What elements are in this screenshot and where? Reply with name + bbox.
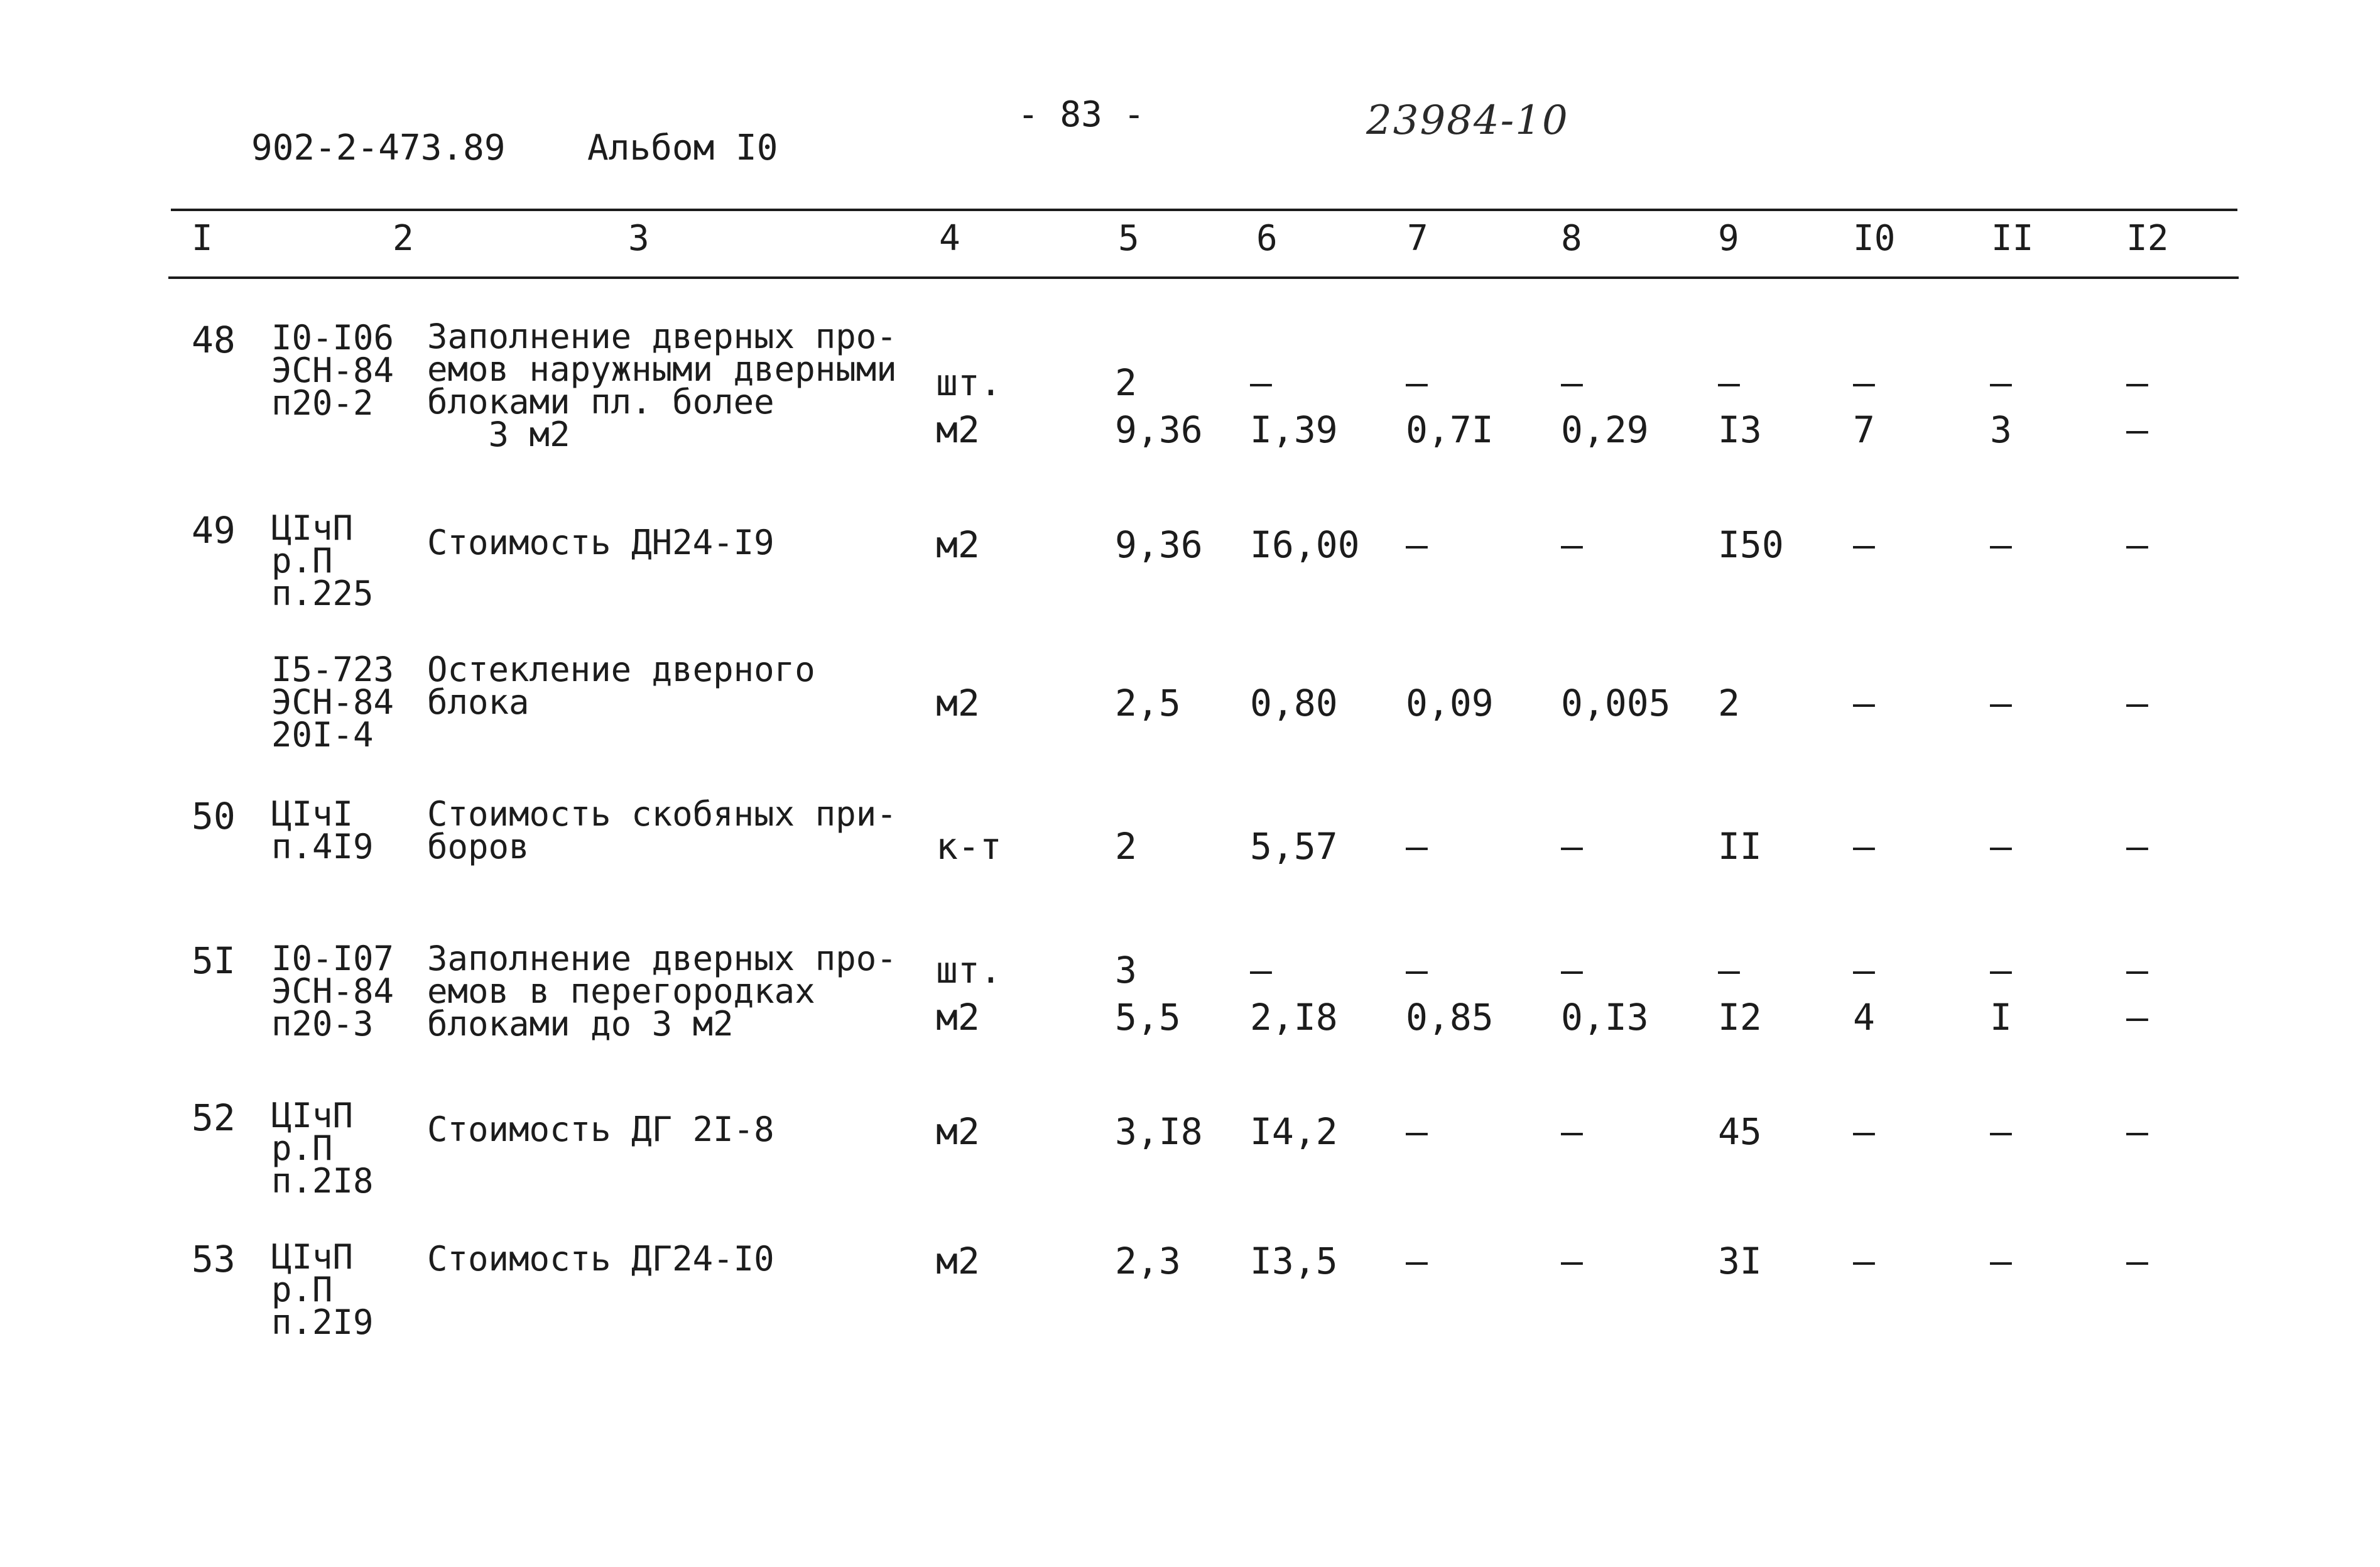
table-top-rule xyxy=(171,209,2237,211)
column-header-9: 9 xyxy=(1718,218,1739,259)
value-col-6: I6,00 xyxy=(1250,523,1360,566)
table-header-bottom-rule xyxy=(168,276,2239,279)
row-number: 50 xyxy=(192,795,236,838)
column-header-11: II xyxy=(1991,218,2034,259)
unit-of-measure: м2 xyxy=(936,682,980,724)
work-description: Стоимость скобяных при- боров xyxy=(427,794,897,866)
value-col-8: 0,005 xyxy=(1561,682,1671,724)
value-col-5: 9,36 xyxy=(1115,523,1203,566)
value-col-11: 3 xyxy=(1990,408,2012,451)
norm-code: ЦIчI п.4I9 xyxy=(271,794,374,866)
value-col-11: I xyxy=(1990,996,2012,1039)
value-col-9: I50 xyxy=(1718,523,1784,566)
unit-of-measure: к-т xyxy=(936,825,1002,868)
value-col-6: 5,57 xyxy=(1250,825,1338,868)
value-col-9: – xyxy=(1718,949,1740,991)
value-col-11: – xyxy=(1990,825,2012,868)
value-col-11: – xyxy=(1990,682,2012,724)
value-col-5: 2,3 xyxy=(1115,1240,1181,1282)
page-number: - 83 - xyxy=(1018,94,1145,135)
value-col-9: – xyxy=(1718,361,1740,404)
row-number: 5I xyxy=(192,939,236,982)
unit-of-measure: шт. xyxy=(936,949,1002,991)
norm-code: ЦIчП р.П п.2I9 xyxy=(271,1237,374,1342)
value-col-8: – xyxy=(1561,523,1583,566)
column-header-5: 5 xyxy=(1118,218,1139,259)
value-col-12: – xyxy=(2126,1110,2148,1153)
value-col-9: 45 xyxy=(1718,1110,1762,1153)
value-col-7: 0,09 xyxy=(1406,682,1494,724)
value-col-12: – xyxy=(2126,949,2148,991)
value-col-12: – xyxy=(2126,361,2148,404)
value-col-6: I,39 xyxy=(1250,408,1338,451)
column-header-12: I2 xyxy=(2126,218,2169,259)
value-col-7: 0,7I xyxy=(1406,408,1494,451)
value-col-6: – xyxy=(1250,361,1272,404)
value-col-10: – xyxy=(1853,1110,1875,1153)
value-col-10: – xyxy=(1853,523,1875,566)
document-code: 902-2-473.89 xyxy=(251,128,506,168)
norm-code: I5-723 ЭСН-84 20I-4 xyxy=(271,650,394,755)
norm-code: I0-I07 ЭСН-84 п20-3 xyxy=(271,939,394,1044)
value-col-12: – xyxy=(2126,996,2148,1039)
value-col-9: I3 xyxy=(1718,408,1762,451)
value-col-8: – xyxy=(1561,1240,1583,1282)
value-col-9: II xyxy=(1718,825,1762,868)
value-col-10: – xyxy=(1853,949,1875,991)
value-col-7: – xyxy=(1406,361,1428,404)
value-col-12: – xyxy=(2126,682,2148,724)
value-col-7: – xyxy=(1406,523,1428,566)
work-description: Стоимость ДГ 2I-8 xyxy=(427,1110,774,1149)
value-col-5: 2 xyxy=(1115,825,1137,868)
value-col-9: 3I xyxy=(1718,1240,1762,1282)
value-col-10: – xyxy=(1853,825,1875,868)
value-col-10: – xyxy=(1853,361,1875,404)
value-col-6: – xyxy=(1250,949,1272,991)
value-col-8: 0,29 xyxy=(1561,408,1649,451)
value-col-12: – xyxy=(2126,825,2148,868)
work-description: Заполнение дверных про- емов в перегородках блоками до 3 м2 xyxy=(427,939,897,1044)
column-header-7: 7 xyxy=(1407,218,1428,259)
value-col-5: 9,36 xyxy=(1115,408,1203,451)
value-col-7: – xyxy=(1406,1110,1428,1153)
value-col-7: – xyxy=(1406,1240,1428,1282)
value-col-10: – xyxy=(1853,1240,1875,1282)
value-col-7: – xyxy=(1406,949,1428,991)
value-col-5: 3 xyxy=(1115,949,1137,991)
column-header-10: I0 xyxy=(1853,218,1896,259)
norm-code: ЦIчП р.П п.2I8 xyxy=(271,1096,374,1201)
value-col-10: 7 xyxy=(1853,408,1875,451)
value-col-8: – xyxy=(1561,949,1583,991)
row-number: 53 xyxy=(192,1238,236,1280)
value-col-5: 5,5 xyxy=(1115,996,1181,1039)
row-number: 48 xyxy=(192,319,236,361)
value-col-6: 2,I8 xyxy=(1250,996,1338,1039)
work-description: Стоимость ДГ24-I0 xyxy=(427,1239,774,1279)
value-col-9: 2 xyxy=(1718,682,1740,724)
value-col-5: 2 xyxy=(1115,361,1137,404)
value-col-5: 3,I8 xyxy=(1115,1110,1203,1153)
row-number: 49 xyxy=(192,509,236,552)
value-col-11: – xyxy=(1990,949,2012,991)
unit-of-measure: шт. xyxy=(936,361,1002,404)
value-col-11: – xyxy=(1990,361,2012,404)
unit-of-measure: м2 xyxy=(936,408,980,451)
value-col-12: – xyxy=(2126,1240,2148,1282)
norm-code: I0-I06 ЭСН-84 п20-2 xyxy=(271,318,394,423)
column-header-4: 4 xyxy=(939,218,960,259)
value-col-6: I4,2 xyxy=(1250,1110,1338,1153)
album-label: Альбом I0 xyxy=(587,128,778,168)
value-col-6: 0,80 xyxy=(1250,682,1338,724)
value-col-10: 4 xyxy=(1853,996,1875,1039)
value-col-7: 0,85 xyxy=(1406,996,1494,1039)
value-col-8: 0,I3 xyxy=(1561,996,1649,1039)
value-col-7: – xyxy=(1406,825,1428,868)
value-col-11: – xyxy=(1990,1110,2012,1153)
work-description: Остекление дверного блока xyxy=(427,650,815,722)
column-header-8: 8 xyxy=(1561,218,1582,259)
row-number: 52 xyxy=(192,1096,236,1139)
unit-of-measure: м2 xyxy=(936,1240,980,1282)
value-col-10: – xyxy=(1853,682,1875,724)
column-header-3: 3 xyxy=(628,218,649,259)
value-col-8: – xyxy=(1561,825,1583,868)
unit-of-measure: м2 xyxy=(936,523,980,566)
work-description: Стоимость ДН24-I9 xyxy=(427,523,774,562)
column-header-2: 2 xyxy=(393,218,414,259)
value-col-8: – xyxy=(1561,1110,1583,1153)
value-col-12: – xyxy=(2126,408,2148,451)
handwritten-inventory-number: 23984-10 xyxy=(1366,97,1569,144)
column-header-6: 6 xyxy=(1256,218,1278,259)
column-header-1: I xyxy=(192,218,213,259)
norm-code: ЦIчП р.П п.225 xyxy=(271,508,374,613)
value-col-5: 2,5 xyxy=(1115,682,1181,724)
value-col-8: – xyxy=(1561,361,1583,404)
value-col-12: – xyxy=(2126,523,2148,566)
value-col-11: – xyxy=(1990,523,2012,566)
work-description: Заполнение дверных про- емов наружными дверными блоками пл. более 3 м2 xyxy=(427,317,897,454)
value-col-11: – xyxy=(1990,1240,2012,1282)
unit-of-measure: м2 xyxy=(936,1110,980,1153)
value-col-9: I2 xyxy=(1718,996,1762,1039)
value-col-6: I3,5 xyxy=(1250,1240,1338,1282)
unit-of-measure: м2 xyxy=(936,996,980,1039)
